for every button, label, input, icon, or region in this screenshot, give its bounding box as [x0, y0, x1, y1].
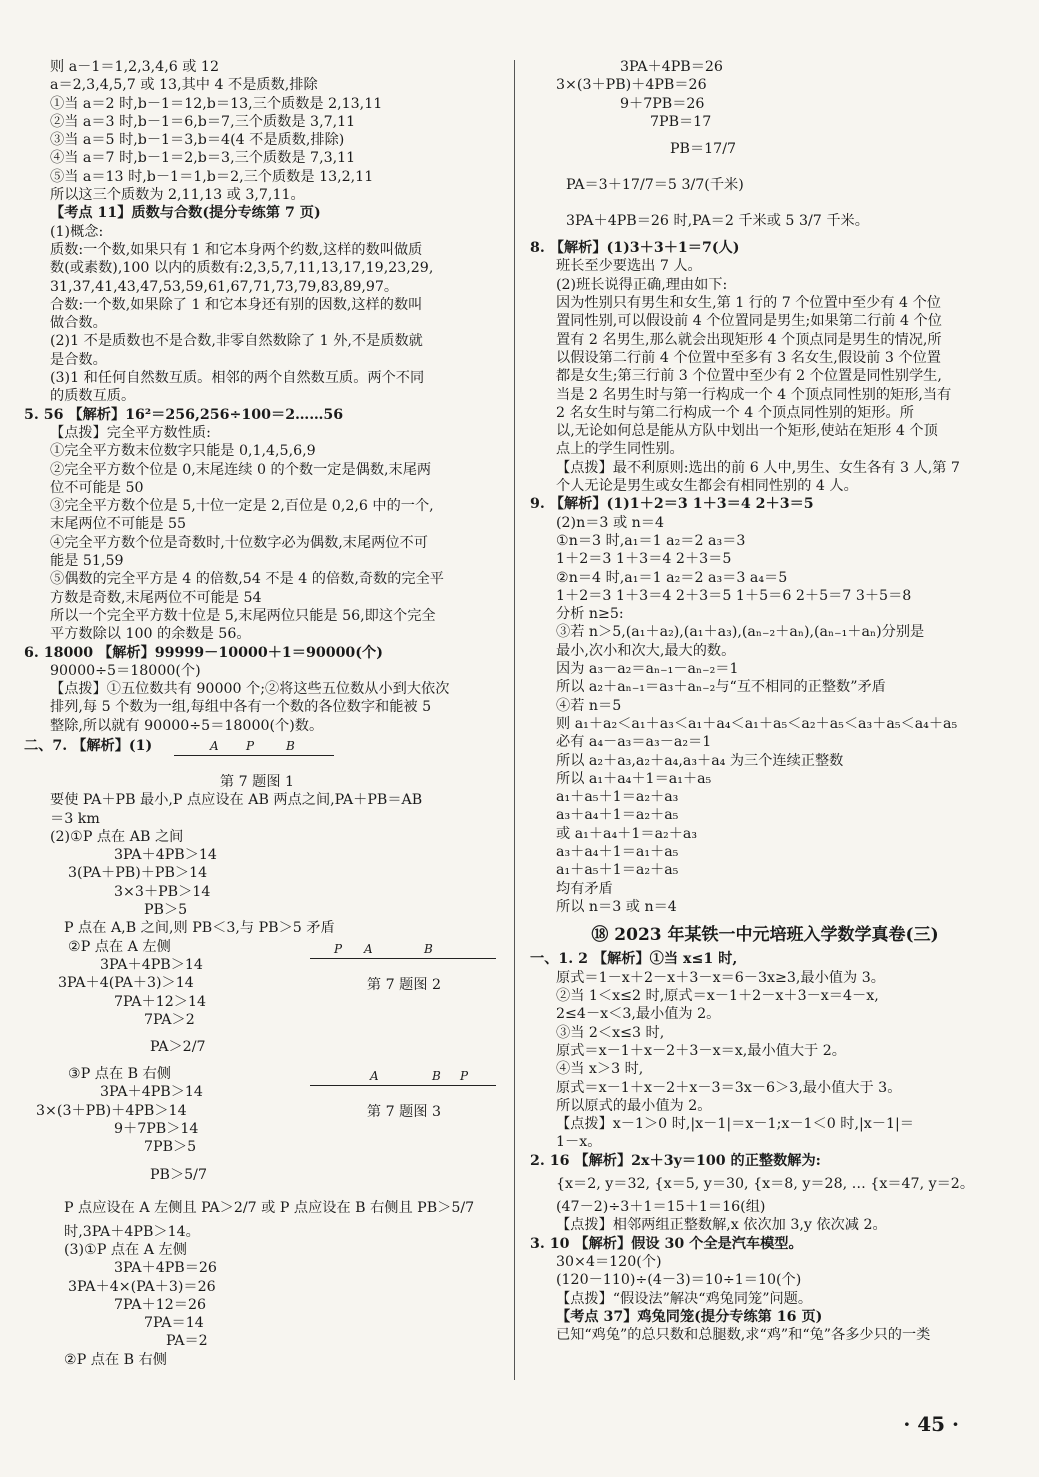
label-p: P	[460, 1069, 469, 1084]
text-line: 【点拨】最不利原则:选出的前 6 人中,男生、女生各有 3 人,第 7	[556, 459, 960, 476]
left-column	[24, 58, 510, 1369]
equation: 3PA＋4PB＝26	[114, 1260, 217, 1277]
text-line: ①完全平方数末位数字只能是 0,1,4,5,6,9	[50, 443, 316, 460]
equation: PB＞5	[144, 902, 188, 919]
text-line: 最小,次小和次大,最大的数。	[556, 642, 736, 659]
text-line: 以假设第二行前 4 个位置中至多有 3 名女生,假设前 3 个位置	[556, 349, 941, 366]
text-line: (2)班长说得正确,理由如下:	[556, 276, 728, 293]
text-line: 则 a－1＝1,2,3,4,6 或 12	[50, 59, 219, 75]
text-line: ④若 n＝5	[556, 697, 622, 714]
text-line: ②P 点在 A 左侧	[68, 938, 171, 955]
equation: PA＝2	[166, 1333, 208, 1350]
section-title: ⑱ 2023 年某铁一中元培班入学数学真卷(三)	[591, 925, 939, 946]
right-column	[530, 58, 1000, 1344]
text-line: ②n＝4 时,a₁＝1 a₂＝2 a₃＝3 a₄＝5	[556, 569, 788, 586]
text-line: 已知“鸡兔”的总只数和总腿数,求“鸡”和“兔”各多少只的一类	[556, 1327, 931, 1344]
question-7: 二、7. 【解析】(1)	[24, 737, 153, 754]
text-line: 排列,每 5 个数为一组,每组中各有一个数的各位数字和能被 5	[50, 699, 432, 716]
text-line: 或 a₁＋a₄＋1＝a₂＋a₃	[556, 825, 698, 842]
text-line: 整除,所以就有 90000÷5＝18000(个)数。	[50, 717, 324, 734]
text-line: 3PA＋4PB＝26 时,PA＝2 千米或 5 3/7 千米。	[566, 213, 869, 230]
text-line: (2)n＝3 或 n＝4	[556, 514, 665, 531]
text-line: 位不可能是 50	[50, 479, 144, 496]
text-line: 能是 51,59	[50, 553, 124, 570]
equation: 3PA＋4×(PA＋3)＝26	[68, 1278, 216, 1295]
text-line: ④完全平方数个位是奇数时,十位数字必为偶数,末尾两位不可	[50, 534, 428, 551]
text-line: ③完全平方数个位是 5,十位一定是 2,百位是 0,2,6 中的一个,	[50, 498, 434, 515]
equation: PB＞5/7	[150, 1166, 207, 1183]
figure-caption: 第 7 题图 2	[366, 976, 442, 993]
text-line: 1－x。	[556, 1134, 602, 1151]
text-line: 所以一个完全平方数十位是 5,末尾两位只能是 56,即这个完全	[50, 607, 436, 624]
question-1: 一、1. 2 【解析】①当 x≤1 时,	[530, 951, 738, 968]
question-6: 6. 18000 【解析】99999－10000＋1＝90000(个)	[24, 644, 383, 661]
text-line: 方数是奇数,末尾两位不可能是 54	[50, 589, 262, 606]
figure-2	[310, 938, 496, 978]
text-line: 末尾两位不可能是 55	[50, 516, 187, 533]
text-line: a₃＋a₄＋1＝a₁＋a₅	[556, 843, 679, 860]
text-line: (120－110)÷(4－3)＝10÷1＝10(个)	[556, 1272, 802, 1289]
column-divider	[514, 60, 515, 1380]
text-line: 数(或素数),100 以内的质数有:2,3,5,7,11,13,17,19,23,29,	[50, 260, 434, 277]
text-line: 时,3PA＋4PB＞14。	[64, 1223, 200, 1240]
text-line: 因为性别只有男生和女生,第 1 行的 7 个位置中至少有 4 个位	[556, 295, 941, 312]
text-line: 2≤4－x＜3,最小值为 2。	[556, 1006, 721, 1023]
text-line: 因为 a₃－a₂＝aₙ₋₁－aₙ₋₂＝1	[556, 661, 739, 678]
text-line: 【点拨】①五位数共有 90000 个;②将这些五位数从小到大依次	[50, 681, 450, 698]
text-line: (2)1 不是质数也不是合数,非零自然数除了 1 外,不是质数就	[50, 333, 423, 350]
equation: 7PB＞5	[144, 1139, 197, 1156]
text-line: 必有 a₄－a₃＝a₃－a₂＝1	[556, 734, 712, 751]
case-left-of-a	[24, 938, 510, 1065]
label-b: B	[286, 738, 295, 753]
equation: 9＋7PB＞14	[114, 1121, 199, 1138]
page-number: · 45 ·	[903, 1412, 959, 1436]
text-line: 【点拨】完全平方数性质:	[50, 424, 211, 441]
text-line: ③P 点在 B 右侧	[68, 1066, 171, 1083]
label-b: B	[432, 1069, 441, 1084]
text-line: 2 名女生时与第二行构成一个 4 个顶点同性别的矩形。所	[556, 404, 914, 421]
equation: 7PA＞2	[144, 1011, 195, 1028]
text-line: 90000÷5＝18000(个)	[50, 662, 201, 679]
text-line: 置有 2 名男生,那么就会出现矩形 4 个顶点同是男生的情况,所	[556, 331, 942, 348]
text-line: a₁＋a₅＋1＝a₂＋a₅	[556, 862, 679, 879]
text-line: 均有矛盾	[556, 880, 613, 897]
equation: 3(PA＋PB)＋PB＞14	[68, 865, 208, 882]
text-line: 则 a₁＋a₂＜a₁＋a₃＜a₁＋a₄＜a₁＋a₅＜a₂＋a₅＜a₃＋a₅＜a₄＋a₅	[556, 715, 958, 732]
equation: 3PA＋4(PA＋3)＞14	[58, 975, 194, 992]
text-line: 30×4＝120(个)	[556, 1253, 662, 1270]
text-line: P 点应设在 A 左侧且 PA＞2/7 或 P 点应设在 B 右侧且 PB＞5/7	[64, 1199, 475, 1216]
text-line: 原式＝x－1＋x－2＋3－x＝x,最小值大于 2。	[556, 1042, 846, 1059]
question-2: 2. 16 【解析】2x＋3y＝100 的正整数解为:	[530, 1152, 821, 1169]
text-line: 31,37,41,43,47,53,59,61,67,71,73,79,83,89,97。	[50, 278, 399, 295]
text-line: ④当 a＝7 时,b－1＝2,b＝3,三个质数是 7,3,11	[50, 150, 356, 167]
text-line: 个人无论是男生或女生都会有相同性别的 4 人。	[556, 478, 858, 495]
text-line: a＝2,3,4,5,7 或 13,其中 4 不是质数,排除	[50, 77, 318, 94]
key-point-heading: 【考点 11】质数与合数(提分专练第 7 页)	[50, 205, 321, 222]
solution-set: {x＝2, y＝32, {x＝5, y＝30, {x＝8, y＝28, … {x＝47, y＝2。	[556, 1176, 975, 1193]
figure-caption: 第 7 题图 3	[366, 1104, 442, 1121]
equation: 3PA＋4PB＞14	[100, 956, 203, 973]
text-line: 都是女生;第三行前 3 个位置中至少有 2 个位置是同性别学生,	[556, 368, 942, 385]
text-line: ⑤偶数的完全平方是 4 的倍数,54 不是 4 的倍数,奇数的完全平	[50, 571, 444, 588]
text-line: 所以 a₂＋aₙ₋₁＝a₃＋aₙ₋₂与“互不相同的正整数”矛盾	[556, 679, 886, 696]
text-line: 所以 a₁＋a₄＋1＝a₁＋a₅	[556, 770, 712, 787]
question-9: 9. 【解析】(1)1＋2＝3 1＋3＝4 2＋3＝5	[530, 496, 814, 513]
text-line: ③若 n＞5,(a₁＋a₂),(a₁＋a₃),(aₙ₋₂＋aₙ),(aₙ₋₁＋aₙ)分别是	[556, 624, 925, 641]
text-line: 质数:一个数,如果只有 1 和它本身两个约数,这样的数叫做质	[50, 241, 423, 258]
equation: 7PA＝14	[144, 1315, 204, 1332]
text-line: 班长至少要选出 7 人。	[556, 258, 702, 275]
figure-caption: 第 7 题图 1	[219, 773, 295, 790]
text-line: 1＋2＝3 1＋3＝4 2＋3＝5 1＋5＝6 2＋5＝7 3＋5＝8	[556, 587, 912, 604]
equation: 7PA＋12＝26	[114, 1296, 206, 1313]
text-line: 要使 PA＋PB 最小,P 点应设在 AB 两点之间,PA＋PB＝AB	[50, 792, 423, 809]
text-line: 【点拨】x－1＞0 时,|x－1|＝x－1;x－1＜0 时,|x－1|＝	[556, 1116, 914, 1133]
equation: 3PA＋4PB＝26	[620, 59, 723, 75]
text-line: ②当 a＝3 时,b－1＝6,b＝7,三个质数是 3,7,11	[50, 113, 356, 130]
label-a: A	[370, 1069, 379, 1084]
text-line: 【点拨】“假设法”解决“鸡兔同笼”问题。	[556, 1290, 813, 1307]
text-line: 的质数互质。	[50, 388, 136, 405]
text-line: ⑤当 a＝13 时,b－1＝1,b＝2,三个质数是 13,2,11	[50, 168, 374, 185]
text-line: (1)概念:	[50, 223, 104, 240]
text-line: ②当 1＜x≤2 时,原式＝x－1＋2－x＋3－x＝4－x,	[556, 988, 879, 1005]
text-line: 1＋2＝3 1＋3＝4 2＋3＝5	[556, 551, 732, 568]
text-line: ③当 a＝5 时,b－1＝3,b＝4(4 不是质数,排除)	[50, 132, 345, 149]
text-line: P 点在 A,B 之间,则 PB＜3,与 PB＞5 矛盾	[64, 920, 335, 937]
label-a: A	[364, 941, 373, 956]
key-point-heading: 【考点 37】鸡兔同笼(提分专练第 16 页)	[556, 1308, 823, 1325]
question-3: 3. 10 【解析】假设 30 个全是汽车模型。	[530, 1235, 803, 1252]
text-line: 原式＝x－1＋x－2＋x－3＝3x－6＞3,最小值大于 3。	[556, 1079, 902, 1096]
text-line: (3)1 和任何自然数互质。相邻的两个自然数互质。两个不同	[50, 370, 425, 387]
case-right-of-b	[24, 1065, 510, 1192]
label-b: B	[424, 941, 433, 956]
text-line: 点上的学生同性别。	[556, 441, 684, 458]
label-a: A	[210, 738, 219, 753]
equation: 7PA＋12＞14	[114, 993, 206, 1010]
text-line: 置同性别,可以假设前 4 个位置同是男生;如果第二行前 4 个位	[556, 313, 942, 330]
equation: PA＝3＋17/7＝5 3/7(千米)	[566, 177, 744, 194]
equation: PA＞2/7	[150, 1039, 206, 1056]
text-line: (2)①P 点在 AB 之间	[50, 828, 184, 845]
text-line: (47－2)÷3＋1＝15＋1＝16(组)	[556, 1199, 766, 1216]
text-line: 【点拨】相邻两组正整数解,x 依次加 3,y 依次减 2。	[556, 1217, 887, 1234]
text-line: 所以这三个质数为 2,11,13 或 3,7,11。	[50, 187, 305, 204]
equation: 3×(3＋PB)＋4PB＞14	[36, 1102, 187, 1119]
text-line: (3)①P 点在 A 左侧	[64, 1241, 187, 1258]
equation: PB＝17/7	[670, 141, 737, 158]
text-line: 做合数。	[50, 315, 107, 332]
text-line: 当是 2 名男生时与第一行构成一个 4 个顶点同性别的矩形,当有	[556, 386, 952, 403]
text-line: 合数:一个数,如果除了 1 和它本身还有别的因数,这样的数叫	[50, 296, 423, 313]
text-line: ④当 x＞3 时,	[556, 1061, 644, 1078]
text-line: a₃＋a₄＋1＝a₂＋a₅	[556, 807, 679, 824]
text-line: ②完全平方数个位是 0,末尾连续 0 的个数一定是偶数,末尾两	[50, 461, 432, 478]
equation: 9＋7PB＝26	[620, 95, 705, 112]
label-p: P	[246, 738, 255, 753]
text-line: ①n＝3 时,a₁＝1 a₂＝2 a₃＝3	[556, 532, 746, 549]
text-line: 所以 a₂＋a₃,a₂＋a₄,a₃＋a₄ 为三个连续正整数	[556, 752, 844, 769]
text-line: ＝3 km	[50, 810, 100, 827]
text-line: 原式＝1－x＋2－x＋3－x＝6－3x≥3,最小值为 3。	[556, 969, 885, 986]
equation: 7PB＝17	[650, 113, 712, 130]
text-line: 是合数。	[50, 351, 107, 368]
number-line	[310, 1085, 496, 1086]
equation: 3PA＋4PB＞14	[114, 847, 217, 864]
equation: 3×3＋PB＞14	[114, 883, 211, 900]
question-8: 8. 【解析】(1)3＋3＋1＝7(人)	[530, 240, 740, 257]
text-line: 平方数除以 100 的余数是 56。	[50, 626, 251, 643]
text-line: 以,无论如何总是能从方队中划出一个矩形,使站在矩形 4 个顶	[556, 423, 938, 440]
text-line: ①当 a＝2 时,b－1＝12,b＝13,三个质数是 2,13,11	[50, 95, 383, 112]
text-line: 分析 n≥5:	[556, 606, 624, 623]
text-line: 所以原式的最小值为 2。	[556, 1097, 712, 1114]
equation: 3PA＋4PB＞14	[100, 1084, 203, 1101]
figure-3	[310, 1065, 496, 1105]
text-line: ②P 点在 B 右侧	[64, 1351, 167, 1368]
question-5: 5. 56 【解析】16²＝256,256÷100＝2……56	[24, 406, 344, 423]
equation: 3×(3＋PB)＋4PB＝26	[556, 77, 707, 94]
label-p: P	[334, 941, 343, 956]
text-line: ③当 2＜x≤3 时,	[556, 1024, 665, 1041]
text-line: 所以 n＝3 或 n＝4	[556, 898, 677, 915]
figure-1	[24, 735, 510, 773]
text-line: a₁＋a₅＋1＝a₂＋a₃	[556, 789, 679, 806]
